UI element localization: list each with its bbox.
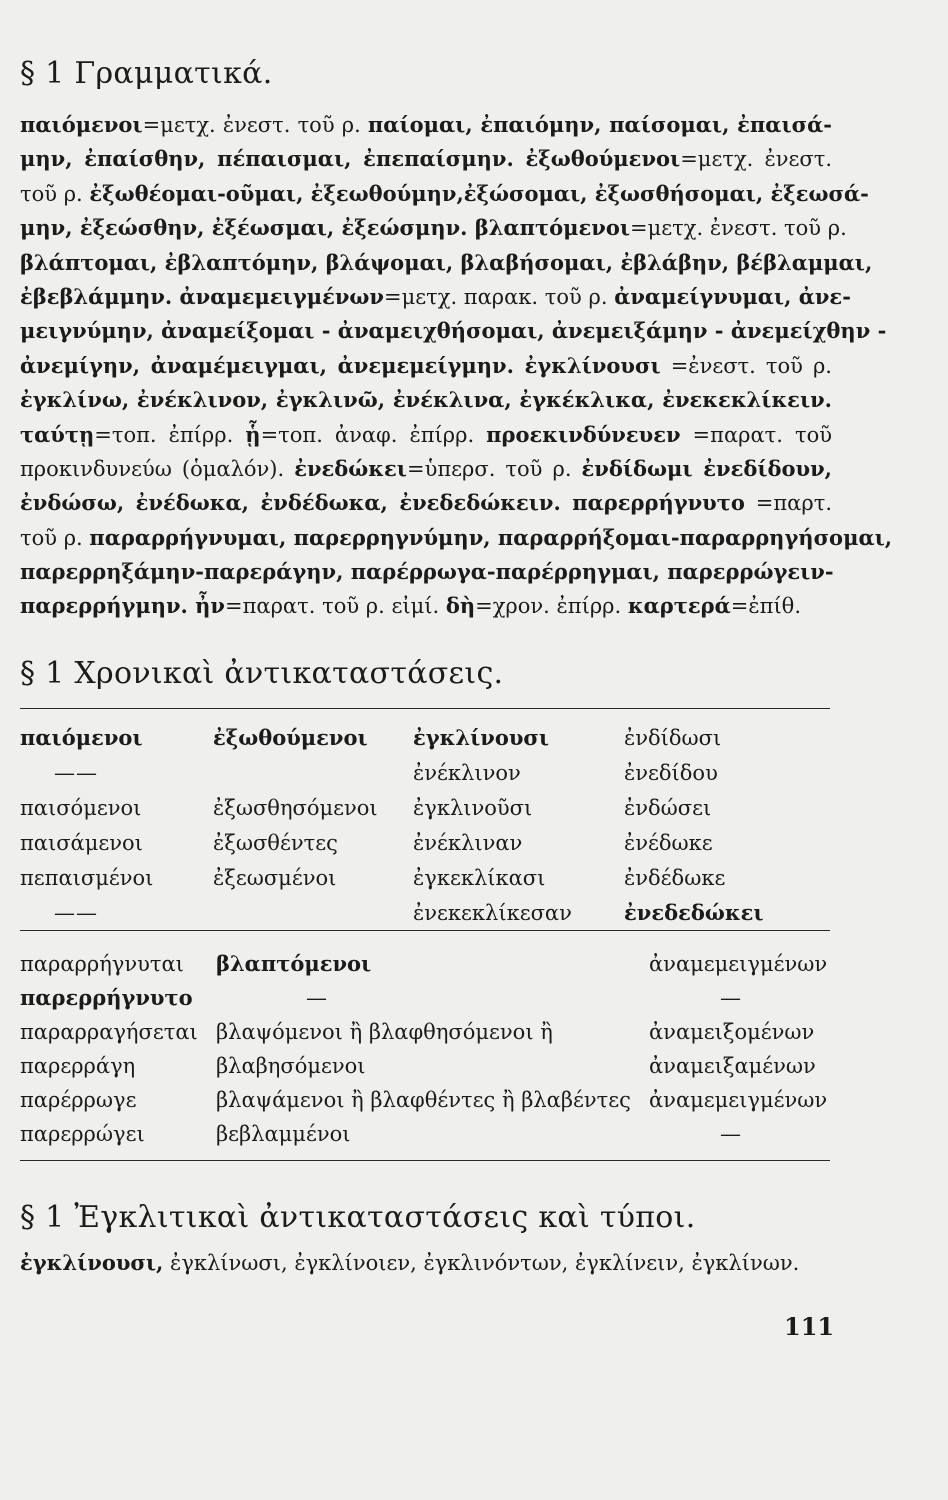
table-row: [20, 980, 840, 1016]
page-number: 111: [784, 1312, 835, 1341]
table-cell: —: [720, 1122, 741, 1146]
text-segment: μην, ἐξεώσθην, ἐξέωσμαι, ἐξεώσμην. βλαπτόμενοι: [20, 215, 631, 241]
table-row: [20, 825, 840, 861]
table-cell: ἐνέδωκε: [624, 831, 713, 855]
paragraph-line: [20, 383, 832, 417]
table-cell: —: [720, 986, 741, 1010]
table-row: [20, 1048, 840, 1084]
text-segment: ταύτῃ: [20, 421, 95, 447]
table-cell: ἐνδέδωκε: [624, 866, 726, 890]
table-cell: παραρραγήσεται: [20, 1020, 198, 1044]
table-row: [20, 755, 840, 791]
table-row: [20, 790, 840, 826]
table-cell: παραρρήγνυται: [20, 952, 184, 976]
table-cell: ἀναμεμειγμένων: [649, 1088, 828, 1112]
table-cell: ἐνδώσει: [624, 796, 712, 820]
paragraph-line: [20, 418, 832, 452]
table-cell: παισάμενοι: [20, 831, 143, 855]
text-segment: =παρατ. τοῦ: [680, 422, 832, 447]
text-segment: τοῦ ρ.: [20, 525, 90, 550]
text-segment: =ὑπερσ. τοῦ ρ.: [406, 456, 582, 481]
table-row: [20, 720, 840, 756]
text-segment: =ἐπίθ.: [730, 594, 801, 619]
table-cell: ἀναμειξαμένων: [649, 1054, 816, 1078]
text-segment: ἐνδίδωμι ἐνεδίδουν,: [581, 455, 832, 481]
table-cell: ἐγκεκλίκασι: [413, 866, 546, 890]
text-segment: ἐξωθέομαι-οῦμαι, ἐξεωθούμην,ἐξώσομαι, ἐξωσθήσομαι, ἐξεωσά-: [89, 180, 869, 206]
table-cell: ἐγκλινοῦσι: [413, 796, 533, 820]
paragraph-line: [20, 108, 832, 142]
section-heading-mood-substitutions: § 1 Ἐγκλιτικαὶ ἀντικαταστάσεις καὶ τύποι.: [20, 1200, 696, 1235]
table-cell: παρέρρωγε: [20, 1088, 137, 1112]
section-heading-grammar: § 1 Γραμματικά.: [20, 56, 273, 91]
text-segment: τοῦ ρ.: [20, 181, 90, 206]
table-cell: —: [76, 901, 97, 925]
table-cell: παιόμενοι: [20, 725, 143, 750]
text-segment: =τοπ. ἀναφ. ἐπίρρ.: [260, 422, 487, 447]
text-segment: παίομαι, ἐπαιόμην, παίσομαι, ἐπαισά-: [367, 112, 832, 137]
text-segment: μην, ἐπαίσθην, πέπαισμαι, ἐπεπαίσμην. ἐξωθούμενοι: [20, 146, 681, 172]
text-segment: ἐνδώσω, ἐνέδωκα, ἐνδέδωκα, ἐνεδεδώκειν. παρερρήγνυτο: [20, 490, 745, 516]
text-segment: ἐγκλίνω, ἐνέκλινον, ἐγκλινῶ, ἐνέκλινα, ἐγκέκλικα, ἐνεκεκλίκειν.: [20, 387, 832, 413]
paragraph-line: [20, 211, 847, 245]
table-cell: παισόμενοι: [20, 796, 142, 820]
table-cell: βλαβησόμενοι: [216, 1054, 366, 1078]
table-cell: βλαπτόμενοι: [216, 951, 372, 976]
text-segment: ἐβεβλάμμην. ἀναμεμειγμένων: [20, 283, 384, 309]
text-segment: =ἐνεστ. τοῦ ρ.: [660, 353, 832, 378]
table-cell: ἐνέκλιναν: [413, 831, 523, 855]
text-segment: μειγνύμην, ἀναμείξομαι - ἀναμειχθήσομαι, ἀνεμειξάμην - ἀνεμείχθην -: [20, 318, 887, 344]
text-segment: =παρατ. τοῦ ρ. εἰμί.: [225, 594, 446, 619]
table-cell: —: [76, 761, 97, 785]
table-cell: ἀναμειξομένων: [649, 1020, 815, 1044]
text-segment: ἐγκλίνουσι,: [20, 1250, 164, 1275]
table-row: [20, 1014, 840, 1050]
paragraph-line: [20, 349, 832, 383]
text-segment: ᾗ: [245, 421, 261, 447]
table-cell: ἐγκλίνουσι: [413, 725, 550, 750]
grammar-paragraph: [20, 108, 893, 624]
text-segment: =μετχ. ἐνεστ. τοῦ ρ.: [630, 216, 847, 241]
mood-forms-line: [20, 1246, 832, 1280]
text-segment: ἀναμείγνυμαι, ἀνε-: [614, 283, 851, 309]
table-cell: —: [54, 901, 75, 925]
table-cell: ἐνεδίδου: [624, 761, 718, 785]
table-cell: ἐνεδεδώκει: [624, 900, 764, 925]
table-cell: ἐξωσθησόμενοι: [213, 796, 378, 820]
table-cell: παρερρώγει: [20, 1122, 145, 1146]
paragraph-line: [20, 246, 873, 280]
table-bottom-rule: [20, 1160, 830, 1161]
table-cell: βεβλαμμένοι: [216, 1122, 351, 1146]
paragraph-line: [20, 589, 832, 623]
table-cell: πεπαισμένοι: [20, 866, 154, 890]
paragraph-line: [20, 486, 832, 520]
table-middle-rule: [20, 930, 830, 931]
paragraph-line: [20, 177, 869, 211]
text-segment: =μετχ. παρακ. τοῦ ρ.: [383, 284, 615, 309]
paragraph-line: [20, 1246, 832, 1280]
table-row: [20, 1116, 840, 1152]
text-segment: =τοπ. ἐπίρρ.: [94, 422, 246, 447]
paragraph-line: [20, 314, 887, 348]
table-row: [20, 895, 840, 931]
table-cell: ἐξεωσμένοι: [213, 866, 337, 890]
table-cell: —: [54, 761, 75, 785]
section-heading-tense-substitutions: § 1 Χρονικαὶ ἀντικαταστάσεις.: [20, 656, 504, 691]
paragraph-line: [20, 280, 851, 314]
table-cell: ἐνεκεκλίκεσαν: [413, 901, 572, 925]
text-segment: =χρον. ἐπίρρ.: [475, 594, 628, 619]
table-cell: ἐνέκλινον: [413, 761, 521, 785]
paragraph-line: [20, 555, 832, 589]
text-segment: =μετχ. ἐνεστ.: [680, 147, 832, 172]
text-segment: δὴ: [445, 593, 476, 619]
table-cell: ἐξωθούμενοι: [213, 725, 368, 750]
table-row: [20, 860, 840, 896]
table-row: [20, 1082, 840, 1118]
paragraph-line: [20, 521, 893, 555]
paragraph-line: [20, 142, 832, 176]
text-segment: παιόμενοι: [20, 112, 143, 137]
text-segment: βλάπτομαι, ἐβλαπτόμην, βλάψομαι, βλαβήσομαι, ἐβλάβην, βέβλαμμαι,: [20, 249, 873, 275]
table-cell: βλαψάμενοι ἢ βλαφθέντες ἢ βλαβέντες: [216, 1088, 631, 1112]
text-segment: προκινδυνεύω (ὁμαλόν).: [20, 456, 295, 481]
text-segment: =μετχ. ἐνεστ. τοῦ ρ.: [142, 113, 368, 137]
table-cell: βλαψόμενοι ἢ βλαφθησόμενοι ἢ: [216, 1020, 553, 1044]
text-segment: ἀνεμίγην, ἀναμέμειγμαι, ἀνεμεμείγμην. ἐγκλίνουσι: [20, 352, 661, 378]
text-segment: καρτερά: [627, 593, 731, 619]
text-segment: ἐγκλίνωσι, ἐγκλίνοιεν, ἐγκλινόντων, ἐγκλίνειν, ἐγκλίνων.: [163, 1251, 800, 1275]
table-row: [20, 946, 840, 982]
text-segment: παρερρηξάμην-παρεράγην, παρέρρωγα-παρέρρηγμαι, παρερρώγειν-: [20, 559, 834, 585]
table-cell: παρερράγη: [20, 1054, 136, 1078]
paragraph-line: [20, 452, 832, 486]
table-top-rule: [20, 708, 830, 709]
text-segment: προεκινδύνευεν: [486, 421, 681, 447]
table-cell: παρερρήγνυτο: [20, 985, 193, 1010]
table-cell: ἀναμεμειγμένων: [649, 952, 828, 976]
text-segment: παρερρήγμην. ἦν: [20, 593, 225, 619]
text-segment: =παρτ.: [744, 491, 832, 516]
text-segment: παραρρήγνυμαι, παρερρηγνύμην, παραρρήξομαι-παραρρηγήσομαι,: [89, 524, 893, 550]
text-segment: ἐνεδώκει: [294, 455, 407, 481]
table-cell: ἐνδίδωσι: [624, 726, 722, 750]
table-cell: ἐξωσθέντες: [213, 831, 338, 855]
table-cell: —: [306, 986, 327, 1010]
